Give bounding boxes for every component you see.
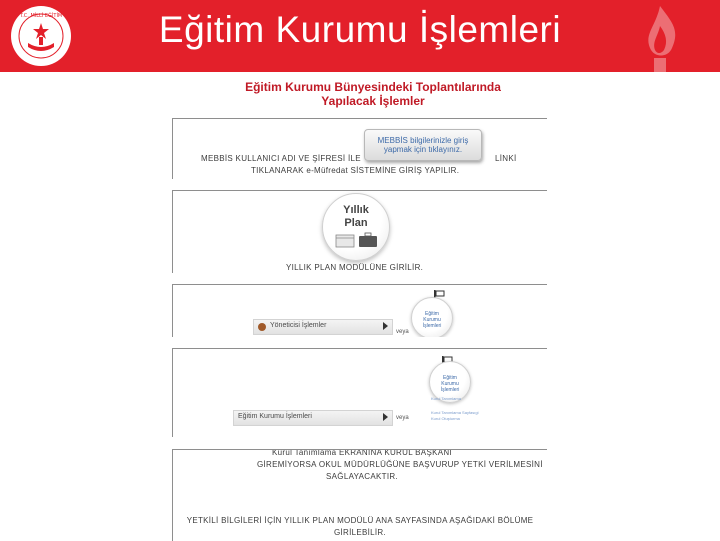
login-caption-line-2: TIKLANARAK e-Müfredat SİSTEMİNE GİRİŞ YAPILIR. [251,166,460,175]
yearly-plan-caption: YILLIK PLAN MODÜLÜNE GİRİLİR. [286,263,424,272]
institution-module-line-2: Kurumu [423,317,441,323]
yearly-plan-module-button[interactable] [322,193,390,261]
institution-module-label [432,375,468,393]
login-caption-line-1-tail: LİNKİ [495,154,517,163]
institution-module-line-3: İşlemleri [422,323,442,329]
institution-module-label [414,311,450,329]
institution-operations-menu-item[interactable] [233,410,393,426]
institution-menu-label: Eğitim Kurumu İşlemleri [238,413,312,420]
yearly-plan-module-title [323,204,389,230]
institution-module-line-3: İşlemleri [440,387,460,393]
auth-note-line-1: Kurul Tanımlama EKRANINA KURUL BAŞKANI [272,449,452,457]
admin-menu-label: Yöneticisi İşlemler [270,322,327,329]
mebbis-login-button-line-2: yapmak için tıklayınız. [383,145,463,154]
step-panel-yearly-plan [172,190,547,273]
torch-flame-icon [620,4,700,72]
step-panel-login [172,118,547,179]
committee-create-link[interactable]: Kurul Oluşturma [431,416,460,421]
slide-header [0,0,720,72]
committee-definition-link[interactable]: Kurul Tanımlama [431,396,461,401]
calendar-briefcase-icon [335,232,379,248]
mebbis-login-button-line-1: MEBBİS bilgilerinizle giriş [377,136,469,145]
institution-module-line-1: Eğitim [443,375,457,381]
institution-module-line-1: Eğitim [425,311,439,317]
section-heading [218,80,528,108]
or-label: veya [396,415,409,421]
auth-note-line-4: YETKİLİ BİLGİLERİ İÇİN YILLIK PLAN MODÜLÜ ANA SAYFASINDA AŞAĞIDAKİ BÖLÜME [186,516,534,525]
committee-definition-page-link[interactable]: Kurul Tanımlama Sayfasıgi [431,410,479,415]
admin-operations-menu-item[interactable] [253,319,393,335]
chevron-right-icon [383,413,388,421]
institution-operations-module-button[interactable] [411,297,453,337]
admin-menu-bullet-icon [258,323,266,331]
step-panel-authorization-note [172,449,547,541]
institution-module-line-2: Kurumu [441,381,459,387]
page-title: Eğitim Kurumu İşlemleri [158,9,562,50]
yearly-plan-title-line-2: Plan [344,217,368,229]
mebbis-login-button[interactable] [364,129,482,161]
auth-note-line-5: GİRİLEBİLİR. [333,528,387,537]
login-caption-line-1: MEBBİS KULLANICI ADI VE ŞİFRESİ İLE [201,154,361,163]
chevron-right-icon [383,322,388,330]
step-panel-institution-menu [172,348,547,437]
heading-line-1: Eğitim Kurumu Bünyesindeki Toplantılarında [245,80,501,94]
auth-note-line-3: SAĞLAYACAKTIR. [326,472,398,481]
step-panel-admin-menu [172,284,547,337]
auth-note-line-2: GİREMİYORSA OKUL MÜDÜRLÜĞÜNE BAŞVURUP YETKİ VERİLMESİNİ [257,460,543,469]
mebbis-login-button-label [369,136,477,154]
svg-text:T.C. MİLLİ EĞİTİM: T.C. MİLLİ EĞİTİM [19,13,63,19]
or-label: veya [396,329,409,335]
heading-line-2: Yapılacak İşlemler [321,94,425,108]
yearly-plan-title-line-1: Yıllık [343,204,369,216]
